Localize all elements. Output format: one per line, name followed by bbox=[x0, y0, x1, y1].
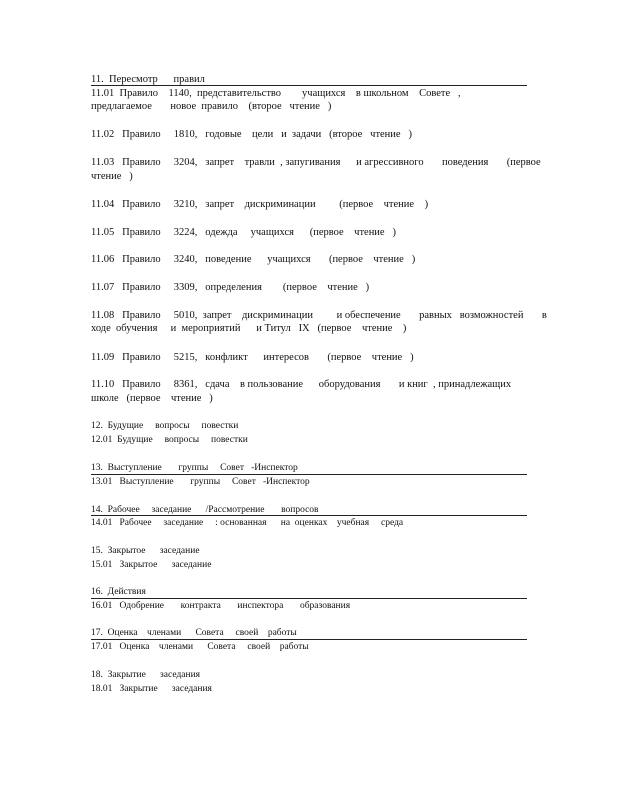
item-13-01: 13.01 Выступление группы Совет -Инспектор bbox=[91, 477, 310, 487]
section-17-header: 17. Оценка членами Совета своей работы bbox=[91, 628, 297, 638]
item-14-01: 14.01 Рабочее заседание : основанная на оценках учебная среда bbox=[91, 518, 404, 528]
item-11-01-line-2: предлагаемое новое правило (второе чтение ) bbox=[91, 101, 332, 112]
item-12-01: 12.01 Будущие вопросы повестки bbox=[91, 435, 248, 445]
item-11-03-line-1: 11.03 Правило 3204, запрет травли , запугивания и агрессивного поведения (первое bbox=[91, 157, 541, 168]
item-11-10-line-1: 11.10 Правило 8361, сдача в пользование оборудования и книг , принадлежащих bbox=[91, 379, 512, 390]
item-16-01: 16.01 Одобрение контракта инспектора образования bbox=[91, 601, 351, 611]
item-11-09: 11.09 Правило 5215, конфликт интересов (первое чтение ) bbox=[91, 352, 414, 363]
item-11-07: 11.07 Правило 3309, определения (первое чтение ) bbox=[91, 282, 370, 293]
section-14-header: 14. Рабочее заседание /Рассмотрение вопросов bbox=[91, 505, 319, 515]
item-17-01: 17.01 Оценка членами Совета своей работы bbox=[91, 642, 309, 652]
section-13-header: 13. Выступление группы Совет -Инспектор bbox=[91, 463, 298, 473]
section-18-header: 18. Закрытие заседания bbox=[91, 670, 201, 680]
item-15-01: 15.01 Закрытое заседание bbox=[91, 560, 212, 570]
section-11-rule bbox=[91, 85, 527, 86]
item-11-05: 11.05 Правило 3224, одежда учащихся (первое чтение ) bbox=[91, 227, 396, 238]
section-12-header: 12. Будущие вопросы повестки bbox=[91, 421, 239, 431]
item-11-04: 11.04 Правило 3210, запрет дискриминации (первое чтение ) bbox=[91, 199, 429, 210]
item-11-08-line-2: ходе обучения и мероприятий и Титул IX (первое чтение ) bbox=[91, 323, 407, 334]
item-11-10-line-2: школе (первое чтение ) bbox=[91, 393, 213, 404]
section-16-rule bbox=[91, 598, 527, 599]
item-11-01-line-1: 11.01 Правило 1140, представительство учащихся в школьном Совете , bbox=[91, 88, 461, 99]
section-16-header: 16. Действия bbox=[91, 587, 146, 597]
item-11-08-line-1: 11.08 Правило 5010, запрет дискриминации и обеспечение равных возможностей в bbox=[91, 310, 547, 321]
item-11-02: 11.02 Правило 1810, годовые цели и задачи (второе чтение ) bbox=[91, 129, 412, 140]
section-14-rule bbox=[91, 515, 527, 516]
item-18-01: 18.01 Закрытие заседания bbox=[91, 684, 212, 694]
item-11-06: 11.06 Правило 3240, поведение учащихся (первое чтение ) bbox=[91, 254, 416, 265]
section-11-header: 11. Пересмотр правил bbox=[91, 74, 205, 85]
section-15-header: 15. Закрытое заседание bbox=[91, 546, 200, 556]
section-17-rule bbox=[91, 639, 527, 640]
section-13-rule bbox=[91, 474, 527, 475]
item-11-03-line-2: чтение ) bbox=[91, 171, 133, 182]
